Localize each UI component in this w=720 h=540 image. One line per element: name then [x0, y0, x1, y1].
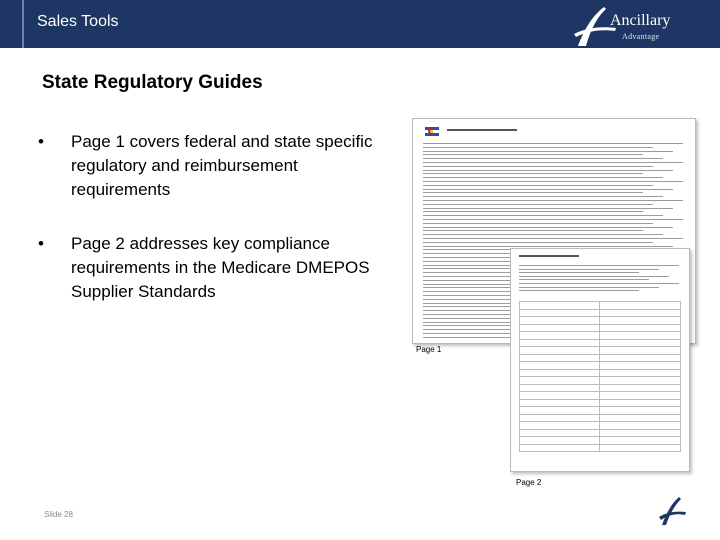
text-line — [519, 279, 649, 280]
table-row-line — [519, 421, 681, 422]
bullet-item — [38, 130, 398, 202]
slide-number: Slide 28 — [44, 510, 73, 519]
table-row-line — [519, 346, 681, 347]
text-line — [423, 181, 683, 182]
text-line — [423, 151, 673, 152]
logo-subword: Advantage — [622, 32, 660, 41]
table-row-line — [519, 316, 681, 317]
table-row-line — [519, 324, 681, 325]
text-line — [423, 143, 683, 144]
table-row-line — [519, 384, 681, 385]
text-line — [423, 242, 653, 243]
page2-thumbnail — [510, 248, 690, 472]
page-title: State Regulatory Guides — [42, 72, 263, 93]
table-row-line — [519, 444, 681, 445]
table-row-line — [519, 406, 681, 407]
text-line — [423, 185, 653, 186]
text-line — [423, 147, 653, 148]
table-row-line — [519, 429, 681, 430]
text-line — [423, 204, 653, 205]
text-line — [423, 154, 643, 155]
text-line — [423, 162, 683, 163]
text-line — [423, 166, 653, 167]
table-row-line — [519, 354, 681, 355]
table-row-line — [519, 301, 681, 302]
table-row-line — [519, 369, 681, 370]
text-line — [423, 238, 683, 239]
table-row-line — [519, 339, 681, 340]
table-row-line — [519, 309, 681, 310]
text-line — [423, 227, 673, 228]
colorado-flag-icon — [425, 127, 439, 136]
text-line — [423, 234, 663, 235]
table-row-line — [519, 391, 681, 392]
bullet-text: Page 2 addresses key compliance requirements in the Medicare DMEPOS Supplier Standards — [71, 234, 370, 301]
table-column-line — [680, 301, 681, 451]
company-logo — [570, 4, 710, 46]
text-line — [423, 196, 663, 197]
text-line — [423, 215, 663, 216]
table-row-line — [519, 361, 681, 362]
text-line — [423, 189, 673, 190]
table-row-line — [519, 399, 681, 400]
text-line — [423, 192, 643, 193]
text-line — [423, 208, 673, 209]
logo-word: Ancillary — [610, 12, 671, 29]
text-line — [519, 272, 639, 273]
header-bar — [0, 0, 720, 48]
text-line — [423, 211, 643, 212]
table-row-line — [519, 436, 681, 437]
doc-heading-line — [447, 129, 517, 131]
bullet-text: Page 1 covers federal and state specific regulatory and reimbursement requirements — [71, 132, 373, 199]
header-accent-line — [22, 0, 24, 48]
text-line — [519, 276, 669, 277]
page2-table — [519, 301, 681, 451]
text-line — [423, 246, 673, 247]
doc-heading-line — [519, 255, 579, 257]
text-line — [519, 290, 639, 291]
text-line — [519, 265, 679, 266]
text-line — [423, 223, 653, 224]
text-line — [423, 230, 643, 231]
app-title: Sales Tools — [37, 13, 119, 30]
text-line — [423, 158, 663, 159]
table-row-line — [519, 414, 681, 415]
page2-caption: Page 2 — [516, 478, 542, 487]
text-line — [519, 269, 659, 270]
table-row-line — [519, 451, 681, 452]
text-line — [423, 170, 673, 171]
footer-logo-icon — [656, 494, 688, 526]
page1-caption: Page 1 — [416, 345, 442, 354]
bullet-dot-icon: • — [38, 234, 44, 253]
text-line — [423, 219, 683, 220]
bullet-list — [38, 130, 398, 334]
table-row-line — [519, 376, 681, 377]
table-row-line — [519, 331, 681, 332]
bullet-item — [38, 232, 398, 304]
table-column-line — [519, 301, 520, 451]
text-line — [519, 287, 659, 288]
bullet-dot-icon: • — [38, 132, 44, 151]
text-line — [423, 173, 643, 174]
table-column-line — [599, 301, 600, 451]
text-line — [519, 283, 679, 284]
text-line — [423, 177, 663, 178]
text-line — [423, 200, 683, 201]
